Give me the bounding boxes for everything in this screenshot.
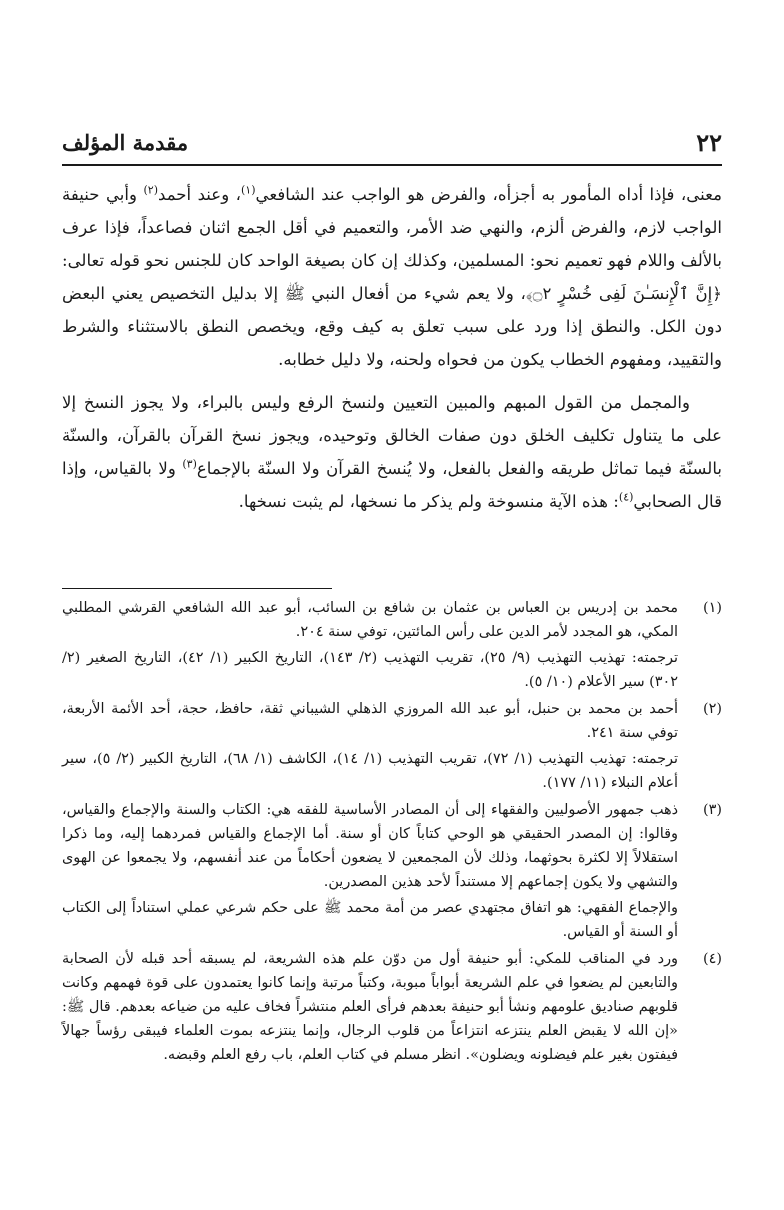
footnote-body <box>62 697 678 795</box>
main-text <box>62 178 722 518</box>
footnote-body <box>62 596 678 694</box>
footnote-ref-4: (٤) <box>618 490 634 504</box>
footnote-text: والإجماع الفقهي: هو اتفاق مجتهدي عصر من أمة محمد ﷺ على حكم شرعي عملي استناداً إلى الكتاب أو السنة أو القياس. <box>62 900 678 940</box>
footnote-ref-2: (٢) <box>143 183 158 197</box>
paragraph-text: وأبي حنيفة الواجب لازم، والفرض ألزم، والنهي ضد الأمر، والتعميم في أقل الجمع اثنان فصاعداً، فإذا عرف بالألف واللام فهو تعميم نحو: المسلمين، وكذلك إن كان بصيغة الواحد كان للجنس نحو قوله تعالى: ﴿إِنَّ ٱلْإِنسَـٰنَ لَفِى خُسْرٍ ۝٢﴾، ولا يعم شيء من أفعال النبي ﷺ إلا بدليل التخصيص يعني البعض دون الكل. والنطق إذا ورد على سبب تعلق به كيف وقع، ويخصص النطق بالاستثناء والشرط والتقييد، ومفهوم الخطاب يكون من فحواه ولحنه، ولا دليل خطابه. <box>62 185 722 369</box>
footnote-number: (١) <box>703 600 722 616</box>
footnote-text: ترجمته: تهذيب التهذيب (٩/ ٢٥)، تقريب التهذيب (٢/ ١٤٣)، التاريخ الكبير (١/ ٤٢)، التاريخ الصغير (٢/ ٣٠٢) سير الأعلام (١٠/ ٥). <box>62 650 678 690</box>
footnote-text: أحمد بن محمد بن حنبل، أبو عبد الله المروزي الذهلي الشيباني ثقة، حافظ، حجة، أحد الأئمة الأربعة، توفي سنة ٢٤١. <box>62 701 678 741</box>
body-paragraph-1 <box>62 178 722 376</box>
footnote-separator <box>62 588 332 589</box>
footnote-ref-1: (١) <box>241 183 256 197</box>
footnote-4 <box>62 947 722 1067</box>
footnote-number: (٤) <box>703 951 722 967</box>
body-paragraph-2 <box>62 386 722 518</box>
header-rule <box>62 164 722 166</box>
page-header <box>62 128 722 164</box>
footnote-1 <box>62 596 722 694</box>
paragraph-text: ولا بالقياس، وإذا قال الصحابي <box>62 459 722 511</box>
footnote-body <box>62 947 678 1067</box>
paragraph-text: : هذه الآية منسوخة ولم يذكر ما نسخها، لم يثبت نسخها. <box>238 492 619 511</box>
footnote-text: محمد بن إدريس بن العباس بن عثمان بن شافع بن السائب، أبو عبد الله الشافعي القرشي المطلبي المكي، هو المجدد لأمر الدين على رأس المائتين، توفي سنة ٢٠٤. <box>62 600 678 640</box>
footnote-text: ذهب جمهور الأصوليين والفقهاء إلى أن المصادر الأساسية للفقه هي: الكتاب والسنة والإجماع والقياس، وقالوا: إن المصدر الحقيقي هو الوحي كتاباً كان أو سنة. أما الإجماع والقياس فمردهما إليه، وما ذكرا استقلالاً إلا لكثرة بحوثهما، وذلك لأن المجمعين لا يضعون أحكاماً من عند أنفسهم، ولا يجمعوا عن الهوى والتشهي ولا يكون إجماعهم إلا مستنداً لأحد هذين المصدرين. <box>62 802 678 890</box>
footnote-text: ترجمته: تهذيب التهذيب (١/ ٧٢)، تقريب التهذيب (١/ ١٤)، الكاشف (١/ ٦٨)، التاريخ الكبير (٢/ ٥)، سير أعلام النبلاء (١١/ ١٧٧). <box>62 751 678 791</box>
footnote-ref-3: (٣) <box>182 457 197 471</box>
footnote-body <box>62 798 678 944</box>
footnote-2 <box>62 697 722 795</box>
footnote-number: (٢) <box>703 701 722 717</box>
page-number: ٢٢ <box>696 128 722 157</box>
paragraph-text: والمجمل من القول المبهم والمبين التعيين ولنسخ الرفع وليس بالبراء، ولا يجوز النسخ إلا على ما يتناول تكليف الخلق دون صفات الخالق وتوحيده، ويجوز نسخ القرآن بالقرآن، والسنّة بالسنّة فيما تماثل طريقه والفعل بالفعل، ولا يُنسخ القرآن ولا السنّة بالإجماع <box>62 393 722 478</box>
footnote-text: ورد في المناقب للمكي: أبو حنيفة أول من دوّن علم هذه الشريعة، لم يسبقه أحد قبله لأن الصحابة والتابعين لم يضعوا في علم الشريعة أبواباً مبوبة، وكتباً مرتبة وإنما كانوا يعتمدون على قوة فهمهم وكانت قلوبهم صناديق علومهم ونشأ أبو حنيفة بعدهم فرأى العلم منتشراً فخاف عليه من ضياعه بعدهم. قال ﷺ: «إن الله لا يقبض العلم ينتزعه انتزاعاً من قلوب الرجال، وإنما ينتزعه بموت العلماء فيبقى رؤساً جهالاً فيفتون بغير علم فيضلونه ويضلون». انظر مسلم في كتاب العلم، باب رفع العلم وقبضه. <box>62 951 678 1063</box>
footnotes <box>62 596 722 1067</box>
paragraph-text: ، وعند أحمد <box>158 185 241 204</box>
paragraph-text: معنى، فإذا أداه المأمور به أجزأه، والفرض هو الواجب عند الشافعي <box>255 185 722 204</box>
running-title: مقدمة المؤلف <box>62 130 189 155</box>
footnote-3 <box>62 798 722 944</box>
footnote-number: (٣) <box>703 802 722 818</box>
